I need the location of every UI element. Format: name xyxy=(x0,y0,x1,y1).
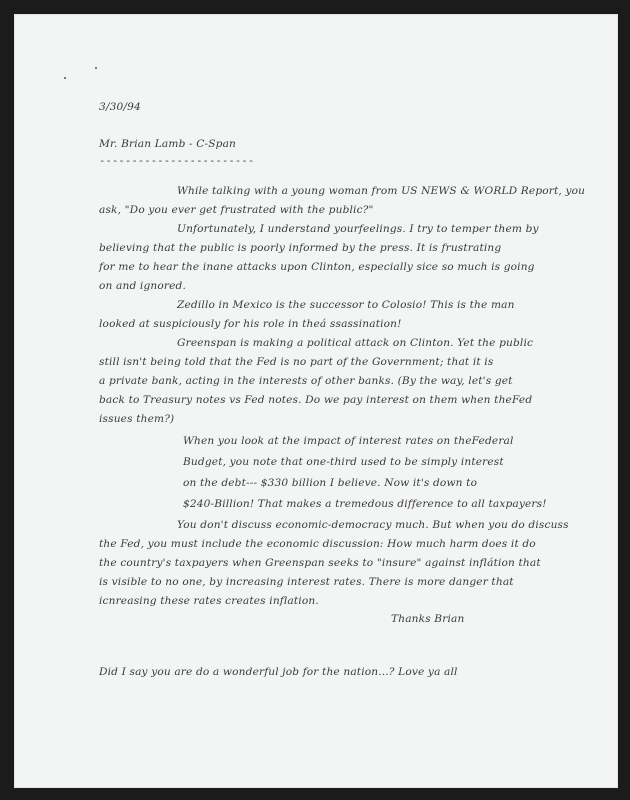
recipient-underline: ------------------------ xyxy=(99,155,255,167)
body-line: believing that the public is poorly informed by the press. It is frustrating xyxy=(99,242,502,254)
body-line: still isn't being told that the Fed is no part of the Government; that it is xyxy=(99,356,494,368)
letter-page xyxy=(14,14,618,788)
body-line: a private bank, acting in the interests of other banks. (By the way, let's get xyxy=(99,375,513,387)
body-line: looked at suspiciously for his role in theá ssassination! xyxy=(99,318,402,330)
body-line: While talking with a young woman from US NEWS & WORLD Report, you xyxy=(177,185,586,197)
letter-postscript: Did I say you are do a wonderful job for the nation...? Love ya all xyxy=(99,666,458,678)
body-line: back to Treasury notes vs Fed notes. Do we pay interest on them when theFed xyxy=(99,394,533,406)
body-line: icnreasing these rates creates inflation. xyxy=(99,595,319,607)
letter-date: 3/30/94 xyxy=(99,101,141,113)
body-line: issues them?) xyxy=(99,413,175,425)
body-line: on and ignored. xyxy=(99,280,186,292)
body-line: on the debt--- $330 billion I believe. Now it's down to xyxy=(183,477,478,489)
stray-mark xyxy=(64,77,66,79)
stray-mark xyxy=(95,67,97,69)
body-line: is visible to no one, by increasing interest rates. There is more danger that xyxy=(99,576,514,588)
body-line: You don't discuss economic-democracy much. But when you do discuss xyxy=(177,519,569,531)
body-line: Unfortunately, I understand yourfeelings. I try to temper them by xyxy=(177,223,539,235)
body-line: Greenspan is making a political attack on Clinton. Yet the public xyxy=(177,337,534,349)
body-line: the Fed, you must include the economic discussion: How much harm does it do xyxy=(99,538,536,550)
body-line: When you look at the impact of interest rates on theFederal xyxy=(183,435,514,447)
body-line: the country's taxpayers when Greenspan seeks to "insure" against inflátion that xyxy=(99,557,541,569)
body-line: Zedillo in Mexico is the successor to Colosio! This is the man xyxy=(177,299,515,311)
letter-recipient: Mr. Brian Lamb - C-Span xyxy=(99,138,237,150)
body-line: $240-Billion! That makes a tremedous difference to all taxpayers! xyxy=(183,498,547,510)
body-line: ask, "Do you ever get frustrated with the public?" xyxy=(99,204,374,216)
body-line: for me to hear the inane attacks upon Clinton, especially sice so much is going xyxy=(99,261,535,273)
letter-closing: Thanks Brian xyxy=(391,613,465,625)
body-line: Budget, you note that one-third used to be simply interest xyxy=(183,456,504,468)
